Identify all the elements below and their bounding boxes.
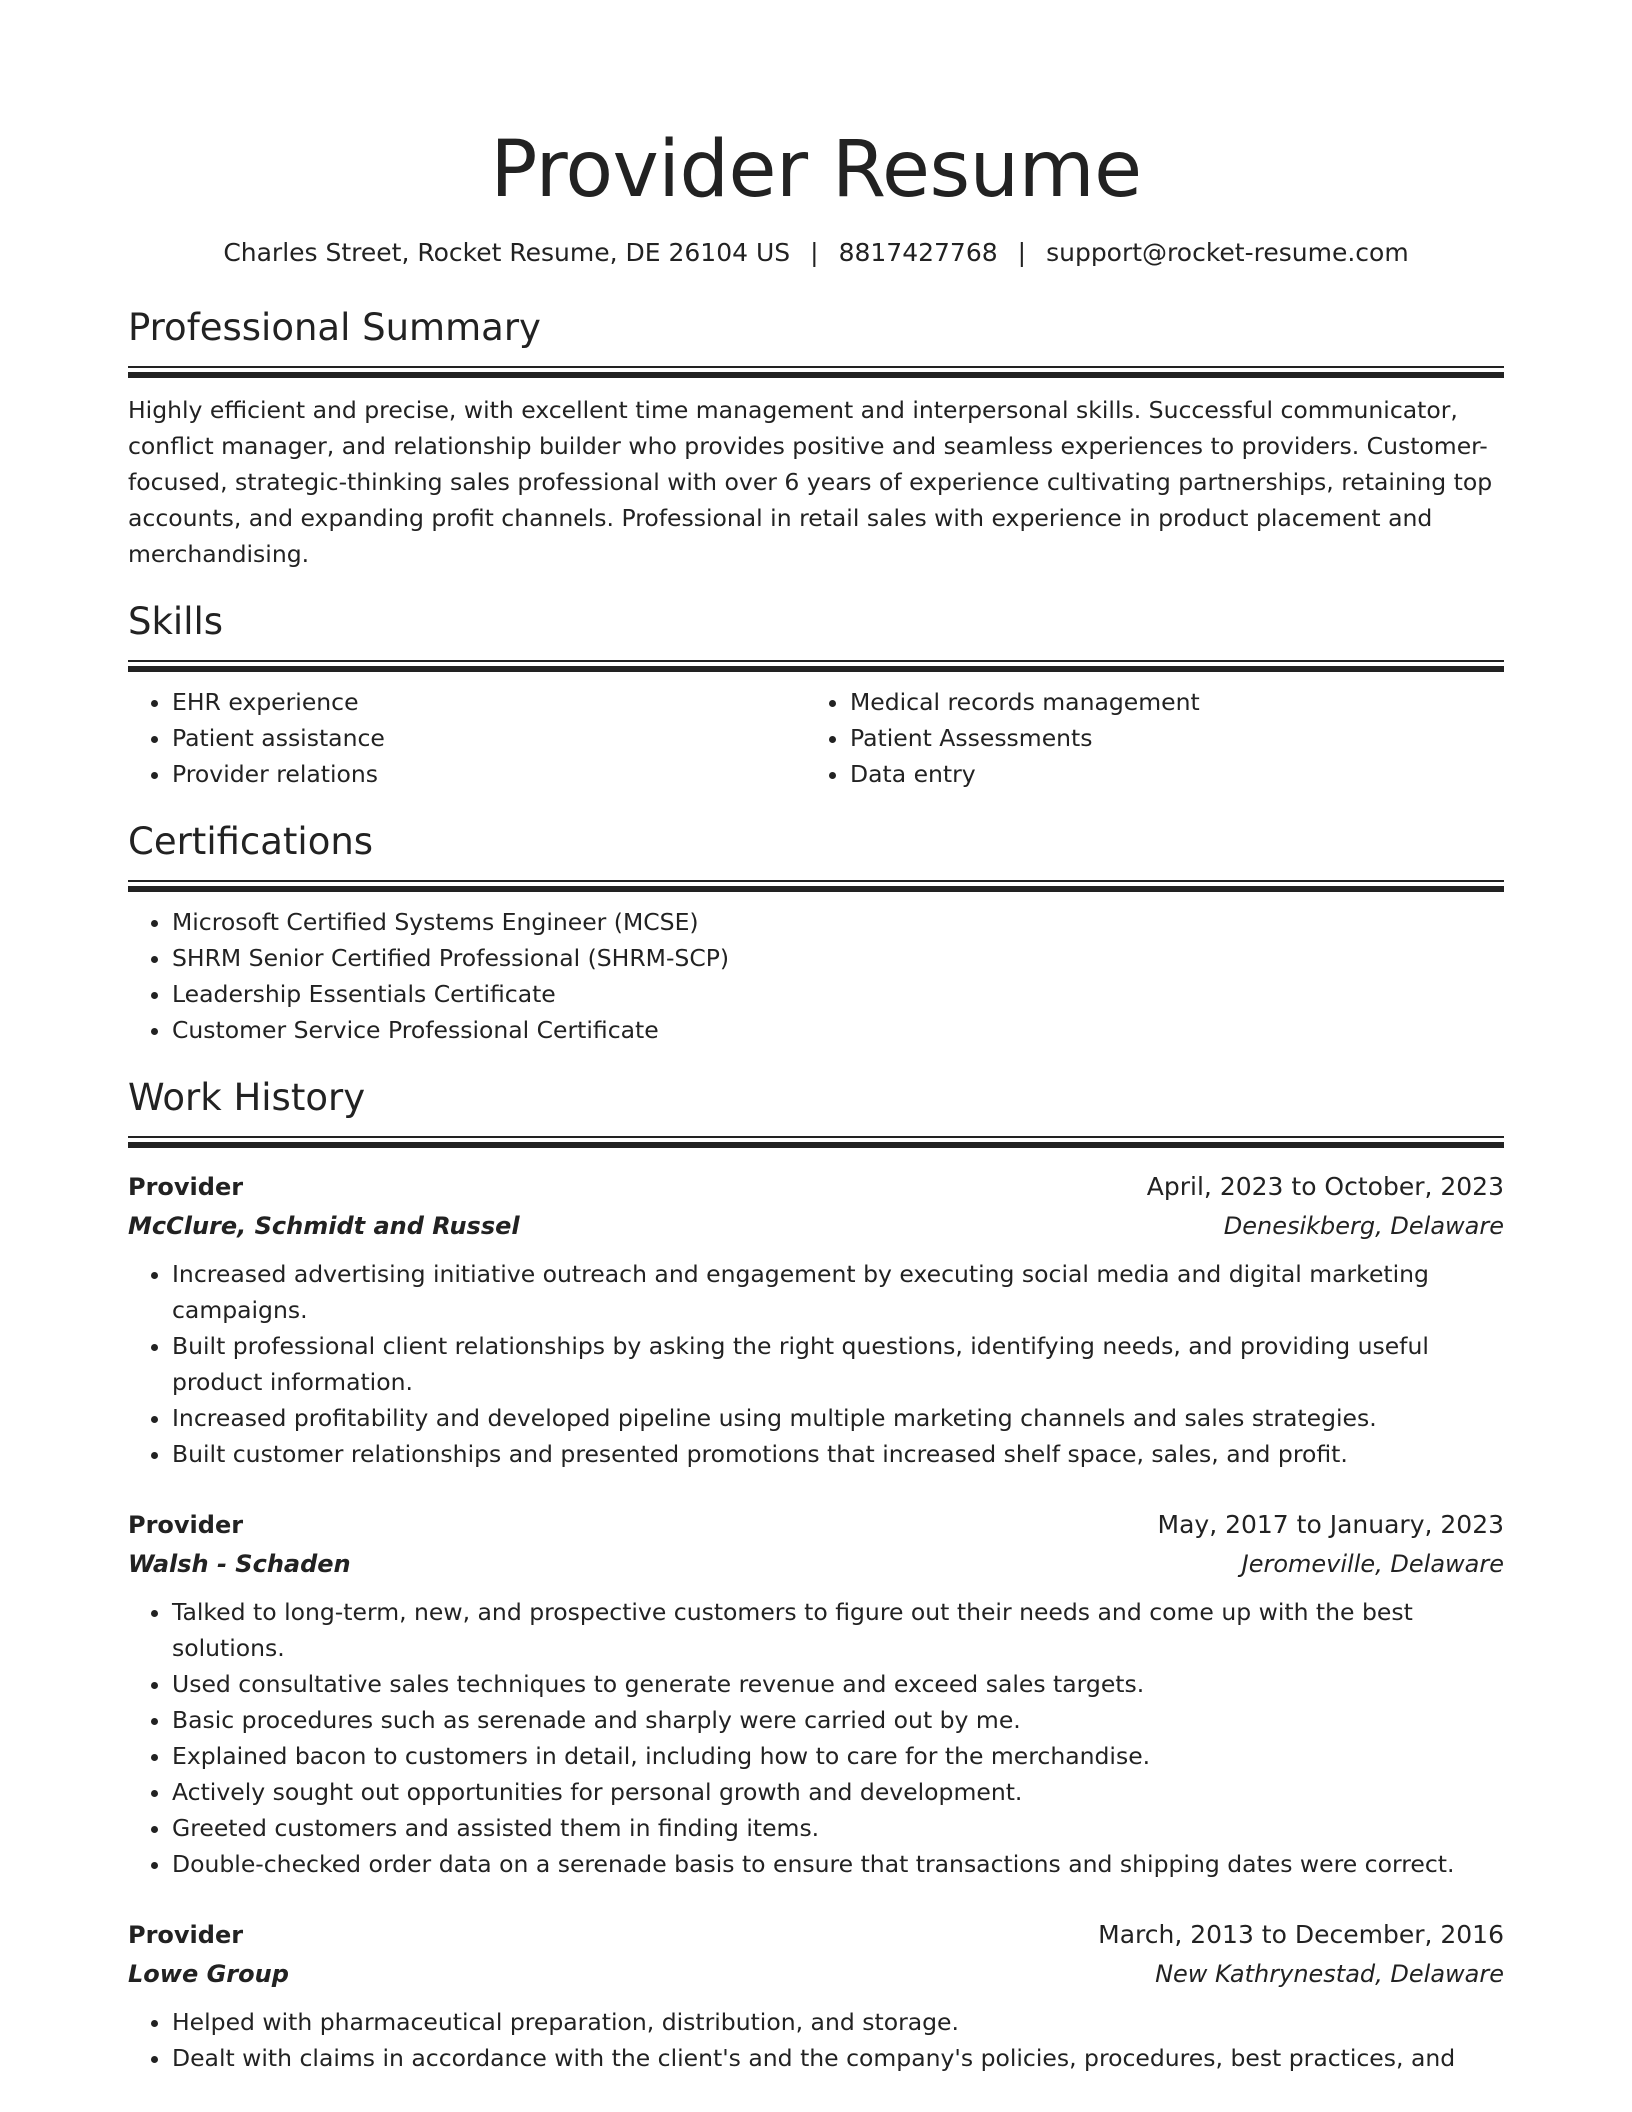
contact-separator: |: [1017, 238, 1027, 267]
section-heading-summary: Professional Summary: [128, 306, 541, 349]
job-bullets: [128, 1256, 1504, 1472]
section-heading-skills: Skills: [128, 600, 224, 643]
contact-phone: 8817427768: [838, 238, 998, 267]
job-title: Provider: [128, 1511, 244, 1539]
job-bullet: • Used consultative sales techniques to generate revenue and exceed sales targets.: [172, 1666, 1504, 1702]
resume-page: [128, 0, 1504, 2076]
job-dates: March, 2013 to December, 2016: [1098, 1920, 1504, 1949]
job-entry: [128, 1916, 1504, 2076]
skills-list-left: [128, 684, 806, 792]
certification-item: • SHRM Senior Certified Professional (SHRM-SCP): [172, 940, 1504, 976]
skill-item: • Patient assistance: [172, 720, 806, 756]
skills-grid: [128, 672, 1504, 792]
job-bullet: • Built customer relationships and presented promotions that increased shelf space, sales, and profit.: [172, 1436, 1504, 1472]
contact-separator: |: [810, 238, 819, 267]
certifications-list: [128, 904, 1504, 1048]
job-entry: [128, 1506, 1504, 1882]
contact-address: Charles Street, Rocket Resume, DE 26104 US: [223, 238, 791, 267]
job-bullet: • Double-checked order data on a serenade basis to ensure that transactions and shipping dates were correct.: [172, 1846, 1504, 1882]
job-entry: [128, 1168, 1504, 1472]
job-subheader: [128, 1544, 1504, 1584]
job-dates: May, 2017 to January, 2023: [1157, 1510, 1504, 1539]
certification-item: • Customer Service Professional Certificate: [172, 1012, 1504, 1048]
job-bullet: • Built professional client relationships by asking the right questions, identifying needs, and providing useful product information.: [172, 1328, 1504, 1400]
job-company: Walsh - Schaden: [128, 1550, 351, 1578]
certification-item: • Leadership Essentials Certificate: [172, 976, 1504, 1012]
job-header: [128, 1916, 1504, 1954]
job-location: New Kathrynestad, Delaware: [1155, 1960, 1504, 1988]
job-company: Lowe Group: [128, 1960, 289, 1988]
job-location: Jeromeville, Delaware: [1241, 1550, 1504, 1578]
job-bullet: • Actively sought out opportunities for personal growth and development.: [172, 1774, 1504, 1810]
job-location: Denesikberg, Delaware: [1223, 1212, 1504, 1240]
skill-item: • Provider relations: [172, 756, 806, 792]
section-heading-certifications: Certifications: [128, 820, 374, 863]
section-divider: [128, 880, 1504, 892]
job-bullet: • Basic procedures such as serenade and sharply were carried out by me.: [172, 1702, 1504, 1738]
job-title: Provider: [128, 1921, 244, 1949]
job-subheader: [128, 1954, 1504, 1994]
certification-item: • Microsoft Certified Systems Engineer (MCSE): [172, 904, 1504, 940]
job-bullet: • Increased advertising initiative outreach and engagement by executing social media and digital marketing campaigns.: [172, 1256, 1504, 1328]
section-divider: [128, 366, 1504, 378]
job-company: McClure, Schmidt and Russel: [128, 1212, 520, 1240]
summary-section: [128, 304, 1504, 572]
job-header: [128, 1168, 1504, 1206]
skill-item: • Data entry: [850, 756, 1484, 792]
skills-section: [128, 598, 1504, 792]
job-bullet: • Greeted customers and assisted them in finding items.: [172, 1810, 1504, 1846]
job-bullet: • Increased profitability and developed pipeline using multiple marketing channels and sales strategies.: [172, 1400, 1504, 1436]
contact-line: [128, 236, 1504, 270]
work-history-section: [128, 1074, 1504, 2076]
job-dates: April, 2023 to October, 2023: [1146, 1172, 1504, 1201]
summary-text: Highly efficient and precise, with excellent time management and interpersonal skills. Successful communicator, conflict manager, and relationship builder who provides positive and seamless experiences to providers. Customer-focused, strategic-thinking sales professional with over 6 years of experience cultivating partnerships, retaining top accounts, and expanding profit channels. Professional in retail sales with experience in product placement and merchandising.: [128, 396, 1493, 568]
section-heading-work-history: Work History: [128, 1076, 366, 1119]
skill-item: • Patient Assessments: [850, 720, 1484, 756]
resume-title: Provider Resume: [490, 125, 1142, 215]
skills-list-right: [806, 684, 1484, 792]
section-divider: [128, 660, 1504, 672]
certifications-section: [128, 818, 1504, 1048]
job-bullets: [128, 2004, 1504, 2076]
job-bullets: [128, 1594, 1504, 1882]
job-header: [128, 1506, 1504, 1544]
skill-item: • Medical records management: [850, 684, 1484, 720]
job-bullet: • Talked to long-term, new, and prospective customers to figure out their needs and come up with the best solutions.: [172, 1594, 1504, 1666]
contact-email: support@rocket-resume.com: [1046, 238, 1409, 267]
job-bullet: • Dealt with claims in accordance with the client's and the company's policies, procedures, best practices, and: [172, 2040, 1504, 2076]
job-bullet: • Helped with pharmaceutical preparation, distribution, and storage.: [172, 2004, 1504, 2040]
job-bullet: • Explained bacon to customers in detail, including how to care for the merchandise.: [172, 1738, 1504, 1774]
skill-item: • EHR experience: [172, 684, 806, 720]
job-title: Provider: [128, 1173, 244, 1201]
section-divider: [128, 1136, 1504, 1148]
job-subheader: [128, 1206, 1504, 1246]
